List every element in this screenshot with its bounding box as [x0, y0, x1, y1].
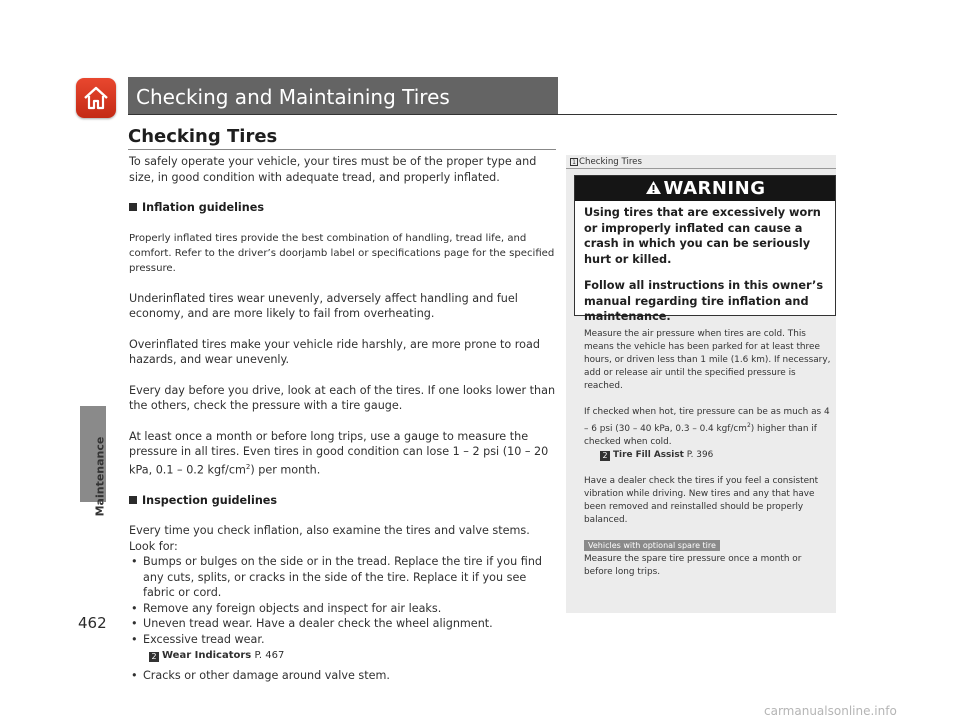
warning-text-2: Follow all instructions in this owner’s manual regarding tire inflation and maintenance.: [584, 279, 824, 323]
note-text-3: Have a dealer check the tires if you feel a consistent vibration while driving. New tires and any that have been removed and reinstalled should be properly balanced.: [584, 475, 819, 525]
inspection-text: Every time you check inflation, also examine the tires and valve stems.: [129, 524, 530, 538]
inflation-heading: Inflation guidelines: [129, 200, 561, 216]
subsection-title: Checking Tires: [128, 126, 278, 147]
watermark: carmanualsonline.info: [764, 704, 897, 718]
spare-tire-badge: Vehicles with optional spare tire: [584, 540, 720, 551]
note-divider: [566, 168, 836, 169]
inflation-text-5: At least once a month or before long trips, use a gauge to measure the pressure in all tires. Even tires in good condition can lose 1 – 2 psi (10 – 20 kPa, 0.1 – 0.2 kgf/$cm^2$) per month.: [129, 429, 549, 477]
inflation-text-3: Overinflated tires make your vehicle ride harshly, are more prone to road hazards, and wear unevenly.: [129, 337, 540, 366]
list-item: • Excessive tread wear.: [129, 632, 561, 648]
inflation-text-2: Underinflated tires wear unevenly, adversely affect handling and fuel economy, and are more likely to fail from overheating.: [129, 291, 518, 320]
list-item: • Bumps or bulges on the side or in the tread. Replace the tire if you find any cuts, splits, or cracks in the side of the tire. Replace it if you see fabric or cord.: [129, 554, 561, 601]
square-bullet-icon: [129, 203, 137, 211]
subsection-divider: [128, 149, 556, 150]
note-text-2: If checked when hot, tire pressure can be as much as 4 – 6 psi (30 – 40 kPa, 0.3 – 0.4 kgf/$cm^2$) higher than if checked when cold.: [584, 407, 830, 447]
home-button[interactable]: [76, 78, 116, 118]
tire-fill-assist-link[interactable]: 2 Tire Fill Assist P. 396: [584, 449, 832, 462]
inspection-heading: Inspection guidelines: [129, 493, 561, 509]
warning-box: [574, 175, 836, 323]
warning-text-1: Using tires that are excessively worn or improperly inflated can cause a crash in which you can be seriously hurt or killed.: [584, 206, 821, 266]
home-icon: [82, 85, 110, 111]
notes-text: [584, 328, 832, 579]
list-item: • Cracks or other damage around valve stem.: [129, 668, 561, 684]
note-text-4: Measure the spare tire pressure once a month or before long trips.: [584, 553, 802, 577]
inflation-text-4: Every day before you drive, look at each of the tires. If one looks lower than the others, check the pressure with a tire gauge.: [129, 383, 556, 412]
arrow-icon: 2: [149, 652, 159, 662]
page-number: 462: [78, 614, 107, 632]
square-bullet-icon: [129, 496, 137, 504]
section-title: Checking and Maintaining Tires: [128, 77, 558, 115]
warning-body: [575, 201, 835, 325]
list-item: • Remove any foreign objects and inspect for air leaks.: [129, 601, 561, 617]
inflation-text-1: Properly inflated tires provide the best combination of handling, tread life, and comfort. Refer to the driver’s doorjamb label or specifications page for the specified pressure.: [129, 232, 555, 274]
header-divider: [128, 114, 837, 115]
note-text-1: Measure the air pressure when tires are cold. This means the vehicle has been parked for at least three hours, or driven less than 1 mile (1.6 km). If necessary, add or release air until the specified pressure is reached.: [584, 329, 831, 391]
inspection-list: [129, 554, 561, 647]
look-for-label: Look for:: [129, 539, 178, 553]
warning-header: WARNING: [575, 176, 835, 201]
arrow-icon: 2: [600, 451, 610, 461]
intro-text: To safely operate your vehicle, your tires must be of the proper type and size, in good condition with adequate tread, and properly inflated.: [129, 155, 537, 184]
wear-indicators-link[interactable]: 2 Wear Indicators P. 467: [129, 648, 561, 663]
note-title: 1 Checking Tires: [570, 157, 642, 167]
inspection-list-2: [129, 668, 561, 684]
warning-triangle-icon: [645, 180, 662, 195]
list-item: • Uneven tread wear. Have a dealer check the wheel alignment.: [129, 616, 561, 632]
side-tab-label: Maintenance: [93, 436, 107, 517]
main-content: [129, 154, 561, 684]
note-number-icon: 1: [570, 158, 578, 166]
